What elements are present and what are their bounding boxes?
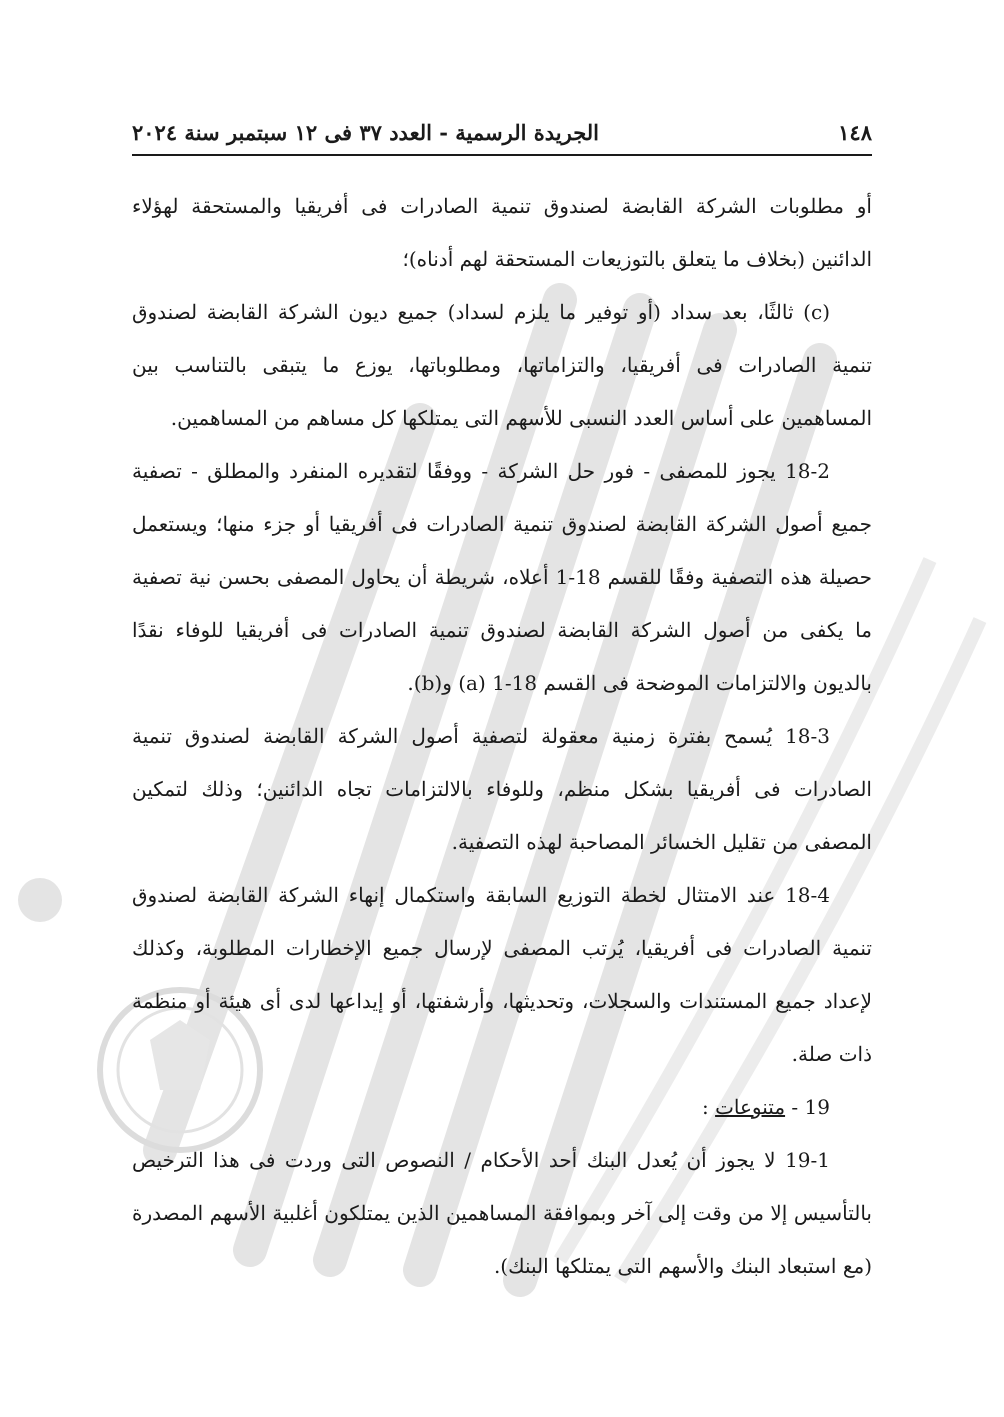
section-colon: : [701,1095,709,1119]
paragraph-19-1: 19-1 لا يجوز أن يُعدل البنك أحد الأحكام / النصوص التى وردت فى هذا الترخيص بالتأسيس إلا من وقت إلى آخر وبموافقة المساهمين الذين يمتلكون أغلبية الأسهم المصدرة (مع استبعاد البنك والأسهم التى يمتلكها البنك). [132,1148,872,1278]
paragraph-continuation: أو مطلوبات الشركة القابضة لصندوق تنمية الصادرات فى أفريقيا والمستحقة لهؤلاء الدائنين (بخلاف ما يتعلق بالتوزيعات المستحقة لهم أدناه)؛ [132,194,872,271]
paragraph-clause-c: (c) ثالثًا، بعد سداد (أو توفير ما يلزم لسداد) جميع ديون الشركة القابضة لصندوق تنمية الصادرات فى أفريقيا، والتزاماتها، ومطلوباتها، يوزع ما يتبقى بالتناسب بين المساهمين على أساس العدد النسبى للأسهم التى يمتلكها كل مساهم من المساهمين. [132,300,872,430]
section-title: متنوعات [715,1095,786,1119]
gazette-title: الجريدة الرسمية - العدد ٣٧ فى ١٢ سبتمبر سنة ٢٠٢٤ [132,119,599,145]
page-number: ١٤٨ [838,119,872,145]
paragraph-18-4: 18-4 عند الامتثال لخطة التوزيع السابقة واستكمال إنهاء الشركة القابضة لصندوق تنمية الصادرات فى أفريقيا، يُرتب المصفى لإرسال جميع الإخطارات المطلوبة، وكذلك لإعداد جميع المستندات والسجلات، وتحديثها، وأرشفتها، أو إيداعها لدى أى هيئة أو منظمة ذات صلة. [132,883,872,1066]
section-19-heading [132,1081,872,1134]
page-header [132,112,872,152]
paragraph-18-3: 18-3 يُسمح بفترة زمنية معقولة لتصفية أصول الشركة القابضة لصندوق تنمية الصادرات فى أفريقيا بشكل منظم، وللوفاء بالالتزامات تجاه الدائنين؛ وذلك لتمكين المصفى من تقليل الخسائر المصاحبة لهذه التصفية. [132,724,872,854]
header-divider [132,154,872,156]
document-body [132,180,872,1293]
section-number: 19 - [791,1095,830,1119]
paragraph-18-2: 18-2 يجوز للمصفى - فور حل الشركة - ووفقًا لتقديره المنفرد والمطلق - تصفية جميع أصول الشركة القابضة لصندوق تنمية الصادرات فى أفريقيا أو جزء منها؛ ويستعمل حصيلة هذه التصفية وفقًا للقسم 18-1 أعلاه، شريطة أن يحاول المصفى بحسن نية تصفية ما يكفى من أصول الشركة القابضة لصندوق تنمية الصادرات فى أفريقيا للوفاء نقدًا بالديون والالتزامات الموضحة فى القسم 18-1 (a) و(b). [132,459,872,695]
